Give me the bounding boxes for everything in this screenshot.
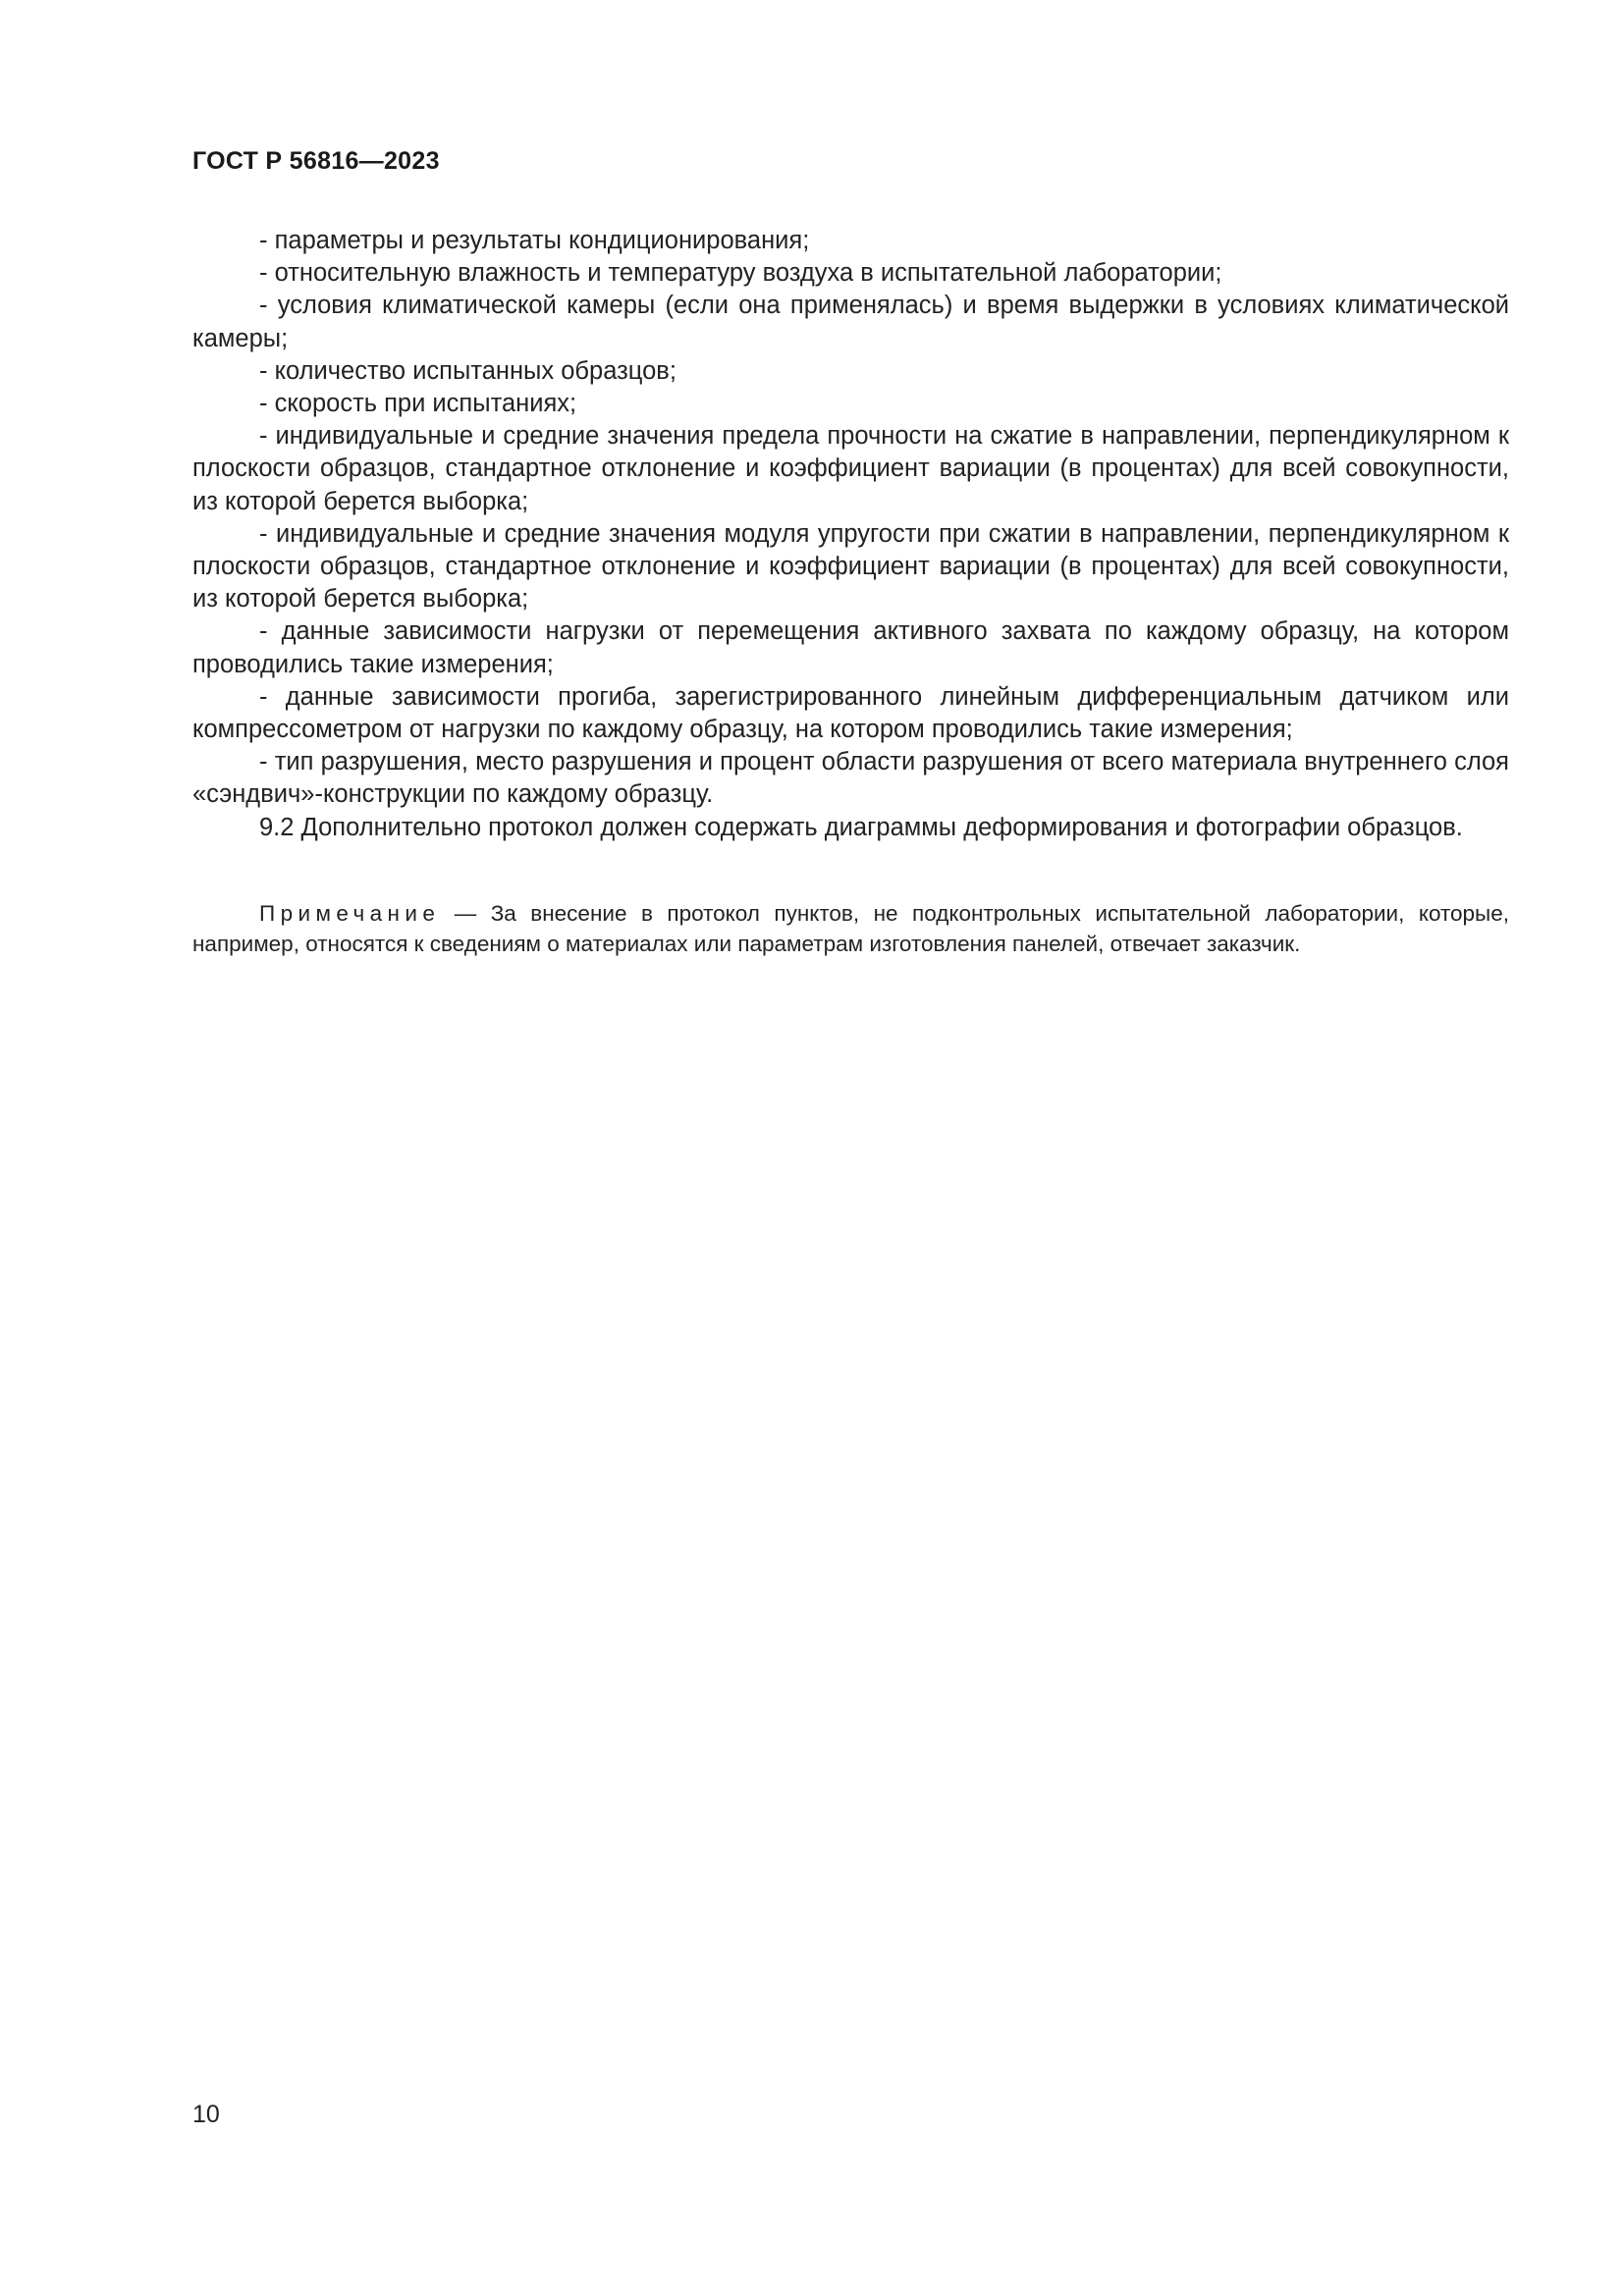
list-item: - скорость при испытаниях; — [259, 390, 577, 418]
list-item: - индивидуальные и средние значения предела прочности на сжатие в направлении, перпендикулярном к плоскости образцов, стандартное отклонение и коэффициент вариации (в процентах) для всей совокупности, из которой берется выборка; — [192, 422, 1509, 515]
page-number: 10 — [192, 2101, 220, 2128]
list-item: - данные зависимости прогиба, зарегистрированного линейным дифференциальным датчиком или компрессометром от нагрузки по каждому образцу, на котором проводились такие измерения; — [192, 682, 1509, 744]
document-header: ГОСТ Р 56816—2023 — [192, 147, 440, 175]
list-item: - тип разрушения, место разрушения и процент области разрушения от всего материала внутреннего слоя «сэндвич»-конструкции по каждому образцу. — [192, 748, 1509, 809]
note-text: — За внесение в протокол пунктов, не подконтрольных испытательной лаборатории, которые, например, относятся к сведениям о материалах или параметрам изготовления панелей, отвечает заказчик. — [192, 901, 1509, 956]
note-label: Примечание — [259, 901, 441, 926]
list-item: - количество испытанных образцов; — [259, 356, 677, 385]
list-item: - индивидуальные и средние значения модуля упругости при сжатии в направлении, перпендикулярном к плоскости образцов, стандартное отклонение и коэффициент вариации (в процентах) для всей совокупности, из которой берется выборка; — [192, 519, 1509, 614]
list-item: - условия климатической камеры (если она применялась) и время выдержки в условиях климатической камеры; — [192, 292, 1509, 352]
document-body — [192, 225, 1509, 844]
list-item: - относительную влажность и температуру воздуха в испытательной лаборатории; — [259, 259, 1222, 288]
section-paragraph: 9.2 Дополнительно протокол должен содержать диаграммы деформирования и фотографии образцов. — [259, 813, 1463, 841]
note — [192, 898, 1509, 959]
list-item: - параметры и результаты кондиционирования; — [259, 227, 810, 254]
list-item: - данные зависимости нагрузки от перемещения активного захвата по каждому образцу, на котором проводились такие измерения; — [192, 617, 1509, 678]
